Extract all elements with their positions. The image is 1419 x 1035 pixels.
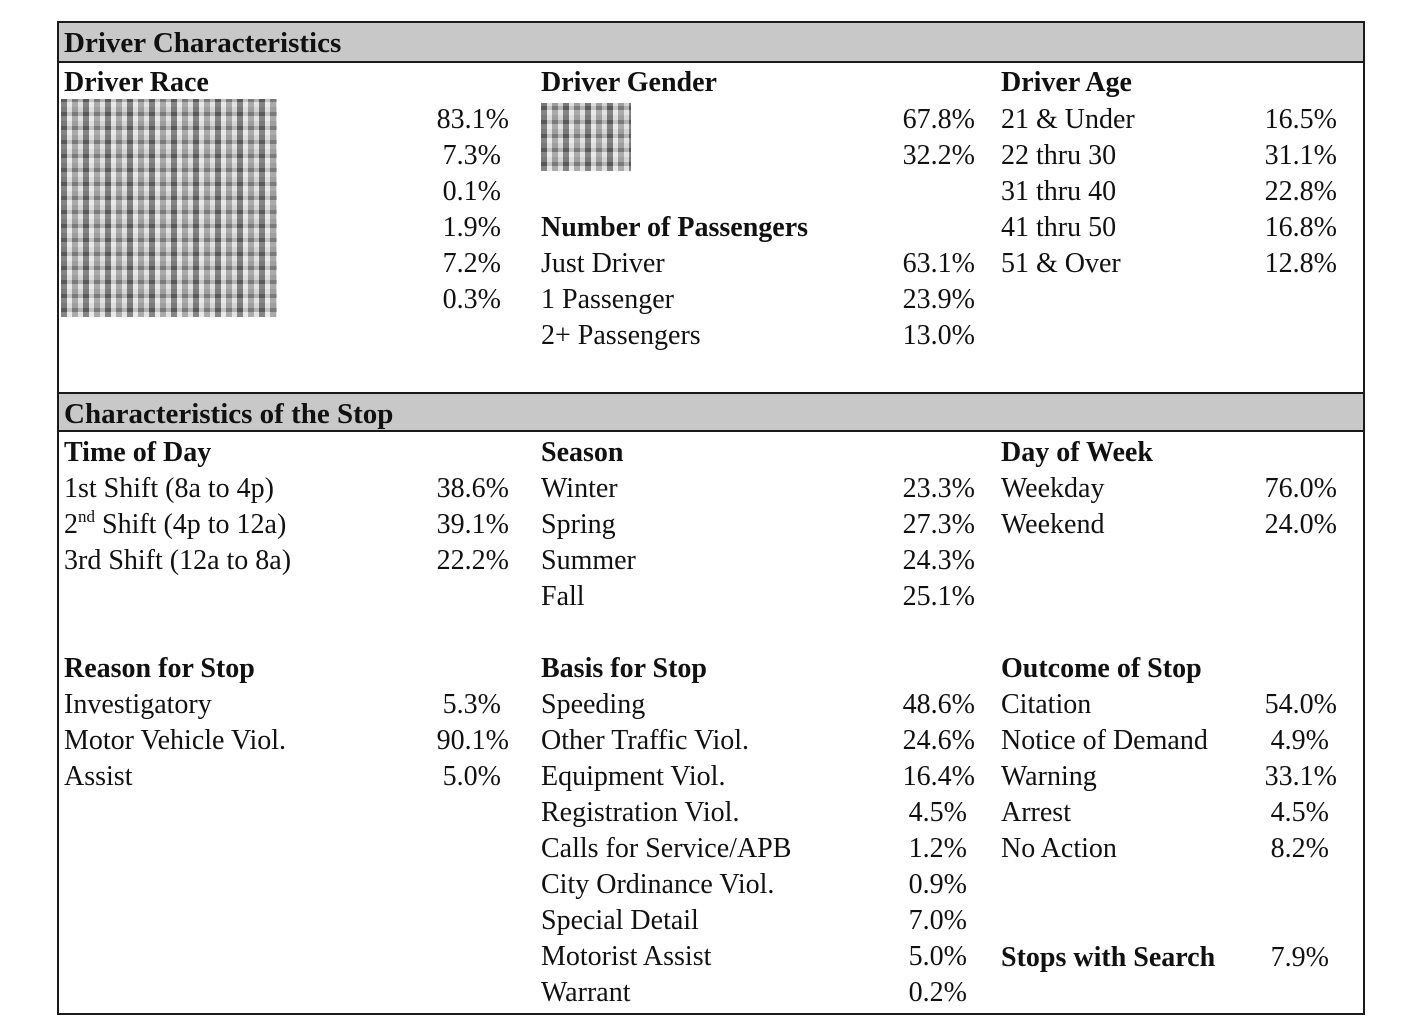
basis-header: Basis for Stop: [541, 653, 707, 684]
basis-label: Special Detail: [541, 905, 699, 936]
day-label: Weekday: [1001, 473, 1105, 504]
outcome-value: 4.5%: [1270, 797, 1329, 828]
basis-value: 4.5%: [908, 797, 967, 828]
time-of-day-header: Time of Day: [64, 437, 212, 468]
race-value: 83.1%: [436, 104, 509, 135]
age-label: 22 thru 30: [1001, 140, 1117, 171]
basis-label: Calls for Service/APB: [541, 833, 792, 864]
age-value: 12.8%: [1264, 248, 1337, 279]
gender-value: 32.2%: [902, 140, 975, 171]
time-value: 39.1%: [436, 509, 509, 540]
race-value: 7.2%: [442, 248, 501, 279]
basis-label: City Ordinance Viol.: [541, 869, 775, 900]
reason-header: Reason for Stop: [64, 653, 255, 684]
stops-with-search-value: 7.9%: [1270, 942, 1329, 973]
basis-value: 7.0%: [908, 905, 967, 936]
passengers-value: 63.1%: [902, 248, 975, 279]
race-value: 1.9%: [442, 212, 501, 243]
driver-age-header: Driver Age: [1001, 67, 1132, 98]
basis-value: 1.2%: [908, 833, 967, 864]
time-value: 22.2%: [436, 545, 509, 576]
season-label: Winter: [541, 473, 618, 504]
outcome-label: Arrest: [1001, 797, 1071, 828]
reason-label: Assist: [64, 761, 133, 792]
basis-value: 16.4%: [902, 761, 975, 792]
season-value: 24.3%: [902, 545, 975, 576]
age-value: 22.8%: [1264, 176, 1337, 207]
age-label: 51 & Over: [1001, 248, 1121, 279]
report-table: [57, 21, 1365, 1015]
basis-value: 0.2%: [908, 977, 967, 1008]
passengers-header: Number of Passengers: [541, 212, 809, 243]
basis-value: 5.0%: [908, 941, 967, 972]
season-label: Summer: [541, 545, 636, 576]
season-value: 27.3%: [902, 509, 975, 540]
basis-label: Motorist Assist: [541, 941, 712, 972]
passengers-label: 1 Passenger: [541, 284, 674, 315]
age-label: 31 thru 40: [1001, 176, 1117, 207]
season-value: 25.1%: [902, 581, 975, 612]
passengers-label: 2+ Passengers: [541, 320, 701, 351]
stops-with-search-label: Stops with Search: [1001, 942, 1216, 973]
basis-label: Warrant: [541, 977, 631, 1008]
season-value: 23.3%: [902, 473, 975, 504]
redacted-gender-labels: [541, 103, 631, 171]
outcome-value: 8.2%: [1270, 833, 1329, 864]
day-value: 24.0%: [1264, 509, 1337, 540]
passengers-value: 13.0%: [902, 320, 975, 351]
driver-characteristics-header: Driver Characteristics: [59, 23, 1363, 63]
race-value: 0.1%: [442, 176, 501, 207]
outcome-label: No Action: [1001, 833, 1117, 864]
passengers-label: Just Driver: [541, 248, 665, 279]
basis-label: Speeding: [541, 689, 646, 720]
basis-value: 48.6%: [902, 689, 975, 720]
reason-value: 5.0%: [442, 761, 501, 792]
outcome-value: 4.9%: [1270, 725, 1329, 756]
passengers-value: 23.9%: [902, 284, 975, 315]
race-value: 7.3%: [442, 140, 501, 171]
basis-label: Other Traffic Viol.: [541, 725, 750, 756]
gender-value: 67.8%: [902, 104, 975, 135]
age-value: 16.8%: [1264, 212, 1337, 243]
reason-value: 90.1%: [436, 725, 509, 756]
season-label: Fall: [541, 581, 585, 612]
basis-value: 24.6%: [902, 725, 975, 756]
age-label: 21 & Under: [1001, 104, 1135, 135]
age-value: 31.1%: [1264, 140, 1337, 171]
day-of-week-header: Day of Week: [1001, 437, 1153, 468]
race-value: 0.3%: [442, 284, 501, 315]
age-value: 16.5%: [1264, 104, 1337, 135]
day-value: 76.0%: [1264, 473, 1337, 504]
time-label: 2nd Shift (4p to 12a): [64, 507, 287, 540]
time-label: 1st Shift (8a to 4p): [64, 473, 274, 504]
basis-label: Registration Viol.: [541, 797, 740, 828]
age-label: 41 thru 50: [1001, 212, 1117, 243]
time-value: 38.6%: [436, 473, 509, 504]
outcome-value: 54.0%: [1264, 689, 1337, 720]
redacted-race-labels: [61, 99, 277, 317]
reason-label: Motor Vehicle Viol.: [64, 725, 287, 756]
season-label: Spring: [541, 509, 616, 540]
basis-label: Equipment Viol.: [541, 761, 726, 792]
driver-race-header: Driver Race: [64, 67, 209, 98]
outcome-label: Notice of Demand: [1001, 725, 1208, 756]
time-label: 3rd Shift (12a to 8a): [64, 545, 292, 576]
outcome-header: Outcome of Stop: [1001, 653, 1202, 684]
outcome-label: Warning: [1001, 761, 1097, 792]
outcome-value: 33.1%: [1264, 761, 1337, 792]
driver-gender-header: Driver Gender: [541, 67, 717, 98]
reason-value: 5.3%: [442, 689, 501, 720]
day-label: Weekend: [1001, 509, 1105, 540]
outcome-label: Citation: [1001, 689, 1092, 720]
basis-value: 0.9%: [908, 869, 967, 900]
reason-label: Investigatory: [64, 689, 212, 720]
season-header: Season: [541, 437, 624, 468]
stop-characteristics-header: Characteristics of the Stop: [59, 392, 1363, 432]
